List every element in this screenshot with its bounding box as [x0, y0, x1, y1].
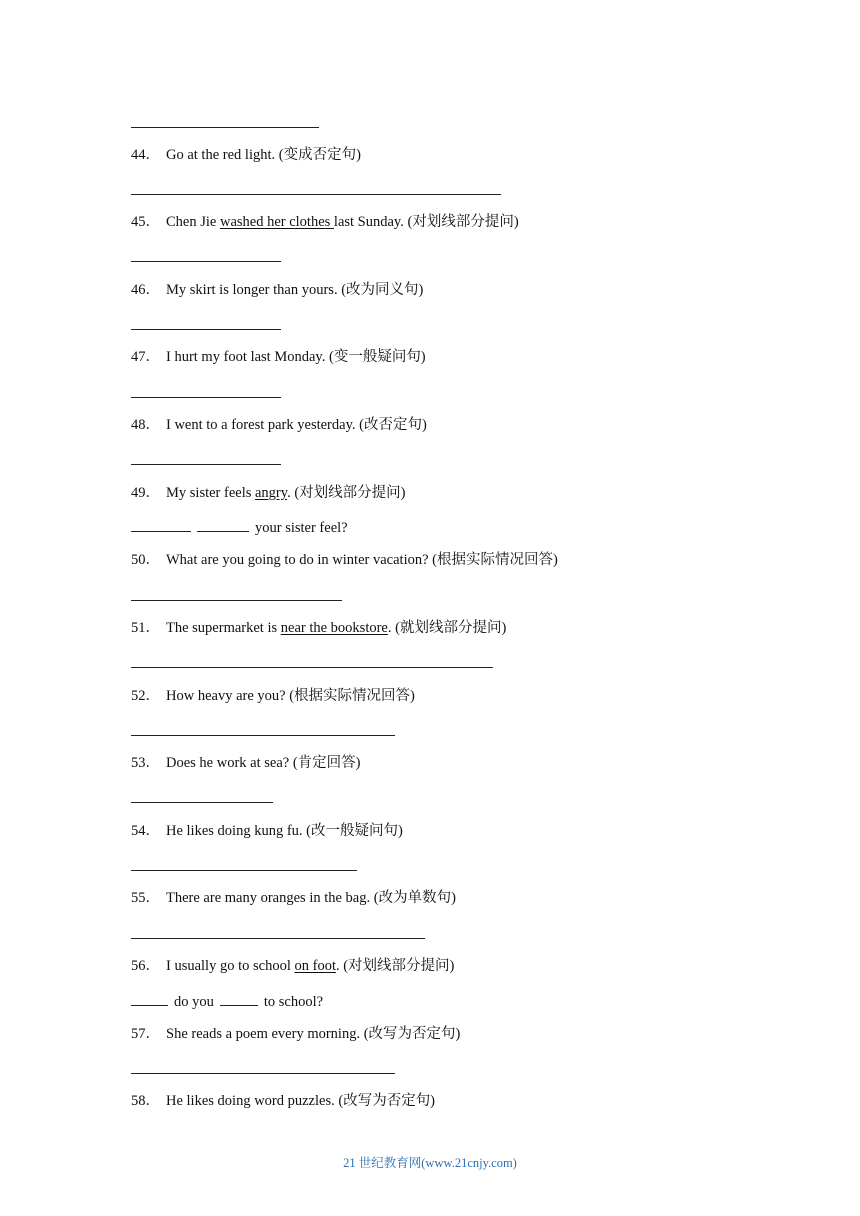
question-54: [131, 822, 403, 840]
question-text: I went to a forest park yesterday.: [166, 417, 356, 433]
question-hint: (对划线部分提问): [290, 485, 406, 501]
question-text-post: .: [335, 958, 340, 974]
underlined-phrase: angry: [255, 485, 288, 501]
question-text-pre: The supermarket is: [166, 620, 281, 636]
question-hint: (对划线部分提问): [339, 958, 455, 974]
question-text: He likes doing kung fu.: [166, 823, 303, 839]
question-hint: (就划线部分提问): [391, 620, 507, 636]
question-number: 57．: [131, 1026, 160, 1042]
question-number: 52．: [131, 688, 160, 704]
answer-line-46[interactable]: [131, 329, 281, 330]
question-hint: (改为同义句): [337, 282, 424, 298]
question-46: [131, 281, 423, 299]
question-text: Go at the red light.: [166, 147, 276, 163]
question-53: [131, 754, 361, 772]
question-hint: (根据实际情况回答): [285, 688, 415, 704]
question-number: 55．: [131, 890, 160, 906]
answer-blank[interactable]: [197, 517, 249, 532]
question-text-post: .: [287, 485, 291, 501]
underlined-phrase: washed her clothes: [219, 214, 334, 230]
answer-line-53[interactable]: [131, 802, 273, 803]
question-45: [131, 213, 519, 231]
question-number: 45．: [131, 214, 160, 230]
question-text-pre: My sister feels: [166, 485, 255, 501]
question-hint: (改为单数句): [370, 890, 456, 906]
question-58: [131, 1092, 435, 1110]
answer-line-44[interactable]: [131, 194, 501, 195]
answer-row-56: [131, 991, 329, 1011]
answer-line-51[interactable]: [131, 667, 493, 668]
question-text: My skirt is longer than yours.: [166, 282, 338, 298]
underlined-phrase: on foot: [294, 958, 336, 974]
answer-row-49: [131, 517, 354, 537]
answer-line-48[interactable]: [131, 464, 281, 465]
answer-blank[interactable]: [220, 991, 258, 1006]
question-number: 51．: [131, 620, 160, 636]
question-hint: (肯定回答): [289, 755, 361, 771]
question-57: [131, 1025, 460, 1043]
question-number: 54．: [131, 823, 160, 839]
page-footer: 21 世纪教育网(www.21cnjy.com): [343, 1156, 517, 1170]
question-hint: (根据实际情况回答): [428, 552, 558, 568]
answer-line-43[interactable]: [131, 127, 319, 128]
question-text: There are many oranges in the bag.: [166, 890, 371, 906]
question-56: [131, 957, 454, 975]
question-number: 46．: [131, 282, 160, 298]
question-text: She reads a poem every morning.: [166, 1026, 361, 1042]
question-hint: (变一般疑问句): [325, 349, 426, 365]
question-49: [131, 484, 406, 502]
question-text: I hurt my foot last Monday.: [166, 349, 326, 365]
answer-text-tail: to school?: [263, 994, 324, 1010]
answer-line-45[interactable]: [131, 261, 281, 262]
answer-text-tail: your sister feel?: [255, 520, 348, 536]
answer-blank[interactable]: [131, 517, 191, 532]
question-51: [131, 619, 506, 637]
question-hint: (改写为否定句): [360, 1026, 461, 1042]
answer-line-54[interactable]: [131, 870, 357, 871]
question-number: 58．: [131, 1093, 160, 1109]
question-47: [131, 348, 426, 366]
question-hint: (对划线部分提问): [403, 214, 519, 230]
question-text: What are you going to do in winter vacation?: [166, 552, 429, 568]
question-hint: (改写为否定句): [334, 1093, 436, 1109]
question-text: How heavy are you?: [166, 688, 286, 704]
question-number: 56．: [131, 958, 160, 974]
answer-line-47[interactable]: [131, 397, 281, 398]
question-text: He likes doing word puzzles.: [166, 1093, 335, 1109]
question-text-pre: I usually go to school: [166, 958, 295, 974]
question-50: [131, 551, 558, 569]
question-number: 53．: [131, 755, 160, 771]
underlined-phrase: near the bookstore: [280, 620, 388, 636]
question-text-post: .: [387, 620, 392, 636]
question-48: [131, 416, 427, 434]
answer-blank[interactable]: [131, 991, 168, 1006]
answer-line-57[interactable]: [131, 1073, 395, 1074]
question-55: [131, 889, 456, 907]
question-44: [131, 146, 361, 164]
answer-text-mid: do you: [174, 994, 214, 1010]
question-number: 50．: [131, 552, 160, 568]
question-hint: (变成否定句): [275, 147, 361, 163]
question-number: 47．: [131, 349, 160, 365]
answer-line-52[interactable]: [131, 735, 395, 736]
question-hint: (改否定句): [355, 417, 427, 433]
answer-line-55[interactable]: [131, 938, 425, 939]
question-number: 49．: [131, 485, 160, 501]
question-52: [131, 687, 415, 705]
answer-line-50[interactable]: [131, 600, 342, 601]
question-text-post: last Sunday.: [333, 214, 404, 230]
question-text: Does he work at sea?: [166, 755, 290, 771]
question-number: 44．: [131, 147, 160, 163]
question-hint: (改一般疑问句): [302, 823, 403, 839]
question-number: 48．: [131, 417, 160, 433]
question-text-pre: Chen Jie: [166, 214, 220, 230]
